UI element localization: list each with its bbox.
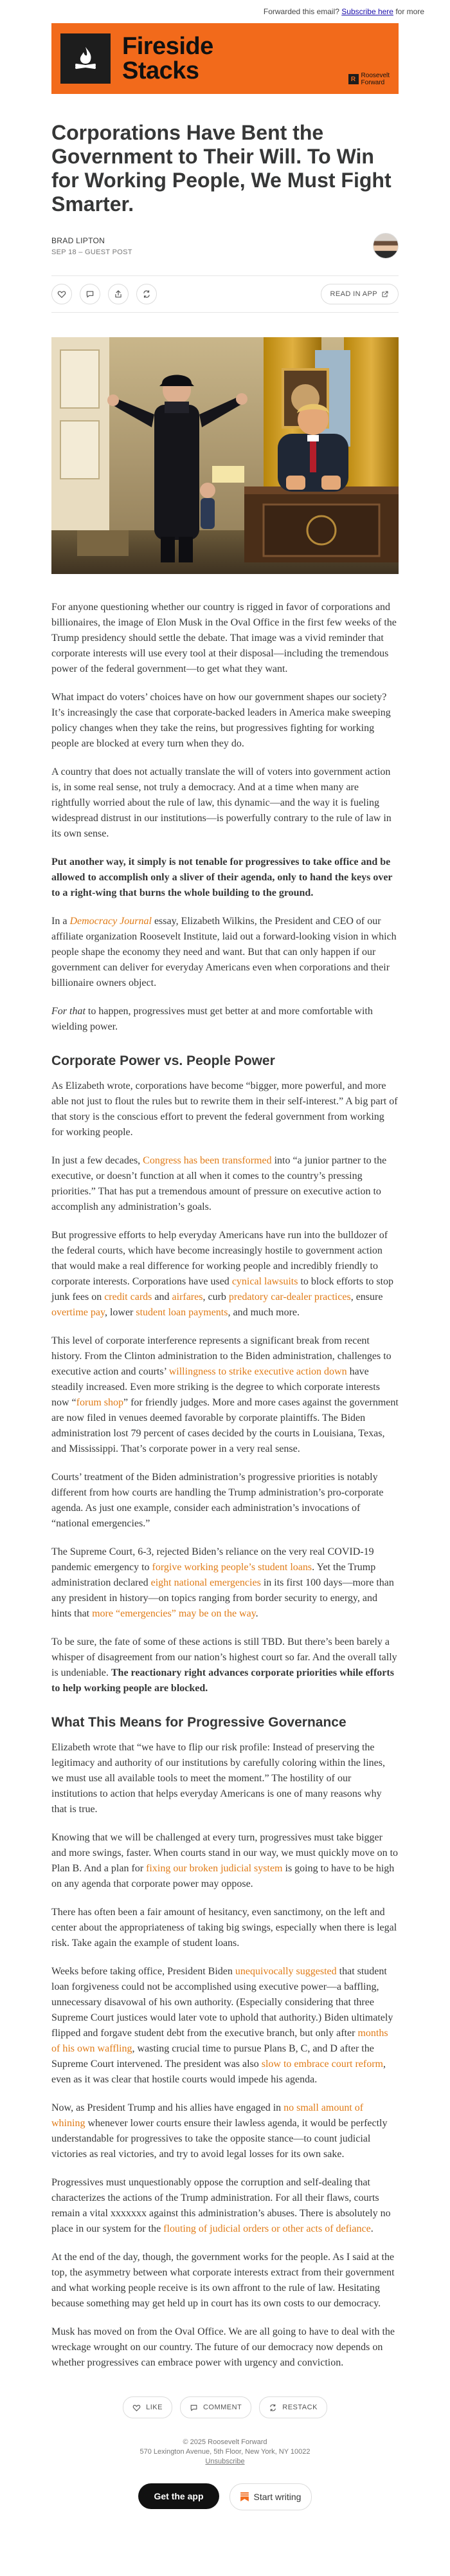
unsubscribe-link[interactable]: Unsubscribe [205,2458,245,2465]
preheader-suffix: for more [393,7,424,16]
text-span: Progressives must unquestionably oppose the corruption and self-dealing that characterizes the actions of the Trump administration. For all their flaws, courts remain a vital xxxxxxx against this administration’s abuses. There is absolutely no place in our system for the [51,2177,391,2234]
post-title[interactable]: Corporations Have Bent the Government to Their Will. To Win for Working People, We Must Fight Smarter. [51,121,392,216]
partner-line1: Roosevelt [361,72,390,79]
oval-office-photo [51,337,399,574]
text-span: This level of corporate interference represents a significant break from recent history. From the Clinton administration to the Biden administration, challenges to executive action and courts’ [51,1335,392,1377]
text-span: In just a few decades, [51,1155,143,1166]
paragraph: For anyone questioning whether our country is rigged in favor of corporations and billionaires, the image of Elon Musk in the Oval Office in the first few weeks of the Trump presidency should settle the debate. That image was a vivid reminder that corporate interests will use every tool at their disposal—including the tremendous power of the federal government—to get what they want. [51,602,397,674]
publication-title-line1: Fireside [122,33,213,60]
section-heading: What This Means for Progressive Governance [51,1715,346,1730]
substack-logo-icon [240,2492,249,2501]
text-span: essay, Elizabeth Wilkins, the President and CEO of our affiliate organization Roosevelt Institute, laid out a forward-looking vision in which people shape the economy they need and want. But that can only happen if our government can deliver for everyday Americans even when corporations and their billionaire owners object. [51,916,397,988]
restack-icon [142,290,151,299]
paragraph [51,2175,399,2237]
text-span: that student loan forgiveness could not be accomplished using executive power—a baffling, unnecessary disavowal of his own authority. (Especially considering that three Supreme Court justices would later vote to uphold that authority.) Biden ultimately flipped and forgave student debt from the executive branch, but only after [51,1966,393,2039]
post-actions-bar [51,275,399,313]
text-span: , even as it was clear that hostile courts would impede his agenda. [51,2059,386,2085]
inline-link[interactable]: credit cards [104,1292,152,1302]
paragraph [51,1153,399,1215]
bottom-actions-bar [51,2396,399,2418]
paragraph [51,1228,399,1320]
preheader-text: Forwarded this email? [263,7,342,16]
inline-link[interactable]: Democracy Journal [69,916,152,927]
text-span: whenever lower courts ensure their lawless agenda, it would be perfectly understandable for progressives to take the opposite stance—to count judicial victories as real victories, and try to avoid legal losses for its own sake. [51,2118,388,2160]
inline-link[interactable]: predatory car-dealer practices [228,1292,351,1302]
paragraph [51,914,399,991]
text-span: , curb [203,1292,229,1302]
subscribe-link[interactable]: Subscribe here [341,7,393,16]
publication-banner[interactable] [51,23,399,94]
text-span: To be sure, the fate of some of these actions is still TBD. But there’s been barely a whisper of disagreement from our nation’s highest court so far. And the overall tally is undeniable. [51,1636,397,1678]
bold-statement: Put another way, it simply is not tenable for progressives to take office and be allowed to accomplish only a sliver of their agenda, only to hand the keys over to a right-wing that burns the whole building to the ground. [51,857,393,898]
restack-button[interactable] [136,284,157,304]
text-span: is going to have to be high on any agenda that corporate power may oppose. [51,1863,395,1889]
inline-link[interactable]: more “emergencies” may be on the way [92,1608,256,1619]
paragraph: What impact do voters’ choices have on how our government shapes our society? It’s increasingly the case that corporate-backed leaders in America make sweeping policy changes when they take the reins, but progressives fighting for working people are blocked at every turn when they do. [51,692,391,749]
inline-link[interactable]: airfares [172,1292,203,1302]
paragraph: A country that does not actually translate the will of voters into government action is, in some real sense, not truly a democracy. And at a time when many are rightfully worried about the rule of law, this dynamic—and the way it is fueling widespread distrust in our institutions—is powerfully contrary to the rule of law in its own sense. [51,766,392,839]
text-span: , and much more. [228,1307,300,1318]
roosevelt-forward-logo-icon: R [348,74,359,84]
paragraph: Courts’ treatment of the Biden administration’s progressive priorities is notably different from how courts are handling the Trump administration’s pro-corporate agenda. As just one example, consider each administration’s invocations of “national emergencies.” [51,1472,384,1529]
campfire-icon [60,33,111,84]
cta-row [51,2483,399,2510]
text-span: Weeks before taking office, President Biden [51,1966,235,1977]
address-text: 570 Lexington Avenue, 5th Floor, New York, NY 10022 [140,2448,310,2456]
comment-button[interactable] [80,284,100,304]
copyright-text: © 2025 Roosevelt Forward [183,2438,267,2446]
author-name[interactable]: BRAD LIPTON [51,236,105,245]
comment-label: COMMENT [203,2404,242,2411]
read-in-app-label: READ IN APP [330,290,377,298]
start-writing-button[interactable] [230,2483,312,2510]
text-span: . Yet the Trump administration declared [51,1562,376,1588]
paragraph [51,1635,399,1696]
inline-link[interactable]: overtime pay [51,1307,105,1318]
text-span: , ensure [350,1292,383,1302]
inline-link[interactable]: flouting of judicial orders or other acts of defiance [163,2223,371,2234]
text-span: , wasting crucial time to pursue Plans B, C, and D after the Supreme Court intervened. The president was also [51,2043,374,2070]
hero-image[interactable] [51,337,399,574]
text-span: and [152,1292,172,1302]
byline [51,233,399,259]
inline-link[interactable]: forum shop [76,1397,123,1408]
inline-link[interactable]: eight national emergencies [150,1577,261,1588]
comment-button[interactable] [180,2396,251,2418]
partner-line2: Forward [361,79,385,86]
text-span: . [255,1608,258,1619]
like-label: LIKE [146,2404,163,2411]
section-heading: Corporate Power vs. People Power [51,1053,275,1068]
bold-statement: The reactionary right advances corporate priorities while efforts to help working people are blocked. [51,1667,394,1694]
paragraph [51,1830,399,1892]
paragraph: As Elizabeth wrote, corporations have become “bigger, more powerful, and more able not just to flout the rules but to rewrite them in their self-interest.” A big part of that story is the conscious effort to prevent the federal government from working for working people. [51,1080,398,1138]
like-button[interactable] [123,2396,172,2418]
paragraph: At the end of the day, though, the government works for the people. As I said at the top, the asymmetry between what corporate interests extract from their government and what working people receive is its own affront to the rule of law. Hesitating because something may get held up in court has its own costs to our democracy. [51,2252,395,2309]
text-span: The Supreme Court, 6-3, rejected Biden’s reliance on the very real COVID-19 pandemic emergency to [51,1546,374,1573]
inline-link[interactable]: cynical lawsuits [231,1276,298,1287]
inline-link[interactable]: Congress has been transformed [143,1155,272,1166]
comment-icon [190,2404,198,2412]
paragraph [51,1004,399,1035]
inline-link[interactable]: fixing our broken judicial system [146,1863,283,1874]
share-icon [114,290,123,299]
text-span: to block efforts to stop junk fees on [51,1276,394,1302]
inline-link[interactable]: student loan payments [136,1307,228,1318]
text-span: Now, as President Trump and his allies have engaged in [51,2102,284,2113]
text-span: in its first 100 days—more than any president in history—on topics ranging from border security to energy, and hints that [51,1577,394,1619]
roosevelt-forward-badge [348,72,390,86]
start-writing-label: Start writing [253,2492,302,2502]
paragraph [51,1964,399,2088]
paragraph [51,1333,399,1457]
publication-title [122,34,213,83]
author-avatar[interactable] [373,233,399,259]
external-link-icon [381,290,389,298]
inline-link[interactable]: months of his own waffling [51,2028,388,2054]
inline-link[interactable]: willingness to strike executive action down [168,1366,347,1377]
post-date: SEP 18 – GUEST POST [51,248,132,256]
restack-button[interactable] [259,2396,327,2418]
text-span: to happen, progressives must get better at and more comfortable with wielding power. [51,1006,373,1032]
like-button[interactable] [51,284,72,304]
article-body [51,600,399,2371]
text-span: But progressive efforts to help everyday Americans have run into the bulldozer of the federal courts, which have become increasingly hostile to government action that would make a real difference for working people and incredibly friendly to corporate interests. Corporations have used [51,1230,388,1287]
share-button[interactable] [108,284,129,304]
email-footer [51,2438,399,2467]
heart-icon [132,2404,141,2412]
paragraph: Musk has moved on from the Oval Office. We are all going to have to deal with the wreckage wrought on our country. The future of our democracy now depends on whether progressives can embrace power with urgency and conviction. [51,2326,395,2368]
preheader [0,0,450,23]
inline-link[interactable]: slow to embrace court reform [261,2059,383,2070]
paragraph: Elizabeth wrote that “we have to flip our risk profile: Instead of preserving the legitimacy and authority of our institutions by carefully coloring within the lines, we must use all available tools to meet the moment.” The hostility of our institutions to action that helps everyday Americans is one of many reasons why that is true. [51,1742,386,1815]
text-span: , lower [104,1307,136,1318]
inline-link[interactable]: no small amount of whining [51,2102,364,2129]
post-content [0,121,450,2510]
text-span: ” for friendly judges. More and more cases against the government are now filed in venues deemed favorable by corporate plaintiffs. The Biden administration lost 79 percent of cases decided by the courts in Louisiana, Texas, and Mississippi. That’s corporate power in a very real sense. [51,1397,399,1454]
publication-title-line2: Stacks [122,57,199,84]
paragraph [51,855,399,901]
paragraph: There has often been a fair amount of hesitancy, even sanctimony, on the left and center about the appropriateness of taking big swings, especially when there is legal risk. Take again the example of student loans. [51,1907,397,1949]
paragraph [51,2100,399,2162]
restack-icon [269,2404,277,2412]
text-span: have steadily increased. Even more striking is the degree to which corporate interests now “ [51,1366,380,1408]
comment-icon [86,290,94,299]
text-span: into “a junior partner to the executive, or doesn’t function at all when it comes to the country’s pressing priorities.” That has put a tremendous amount of pressure on executive action to accomplish any administration’s goals. [51,1155,387,1212]
inline-link[interactable]: forgive working people’s student loans [152,1562,312,1573]
emphasis-text: For that [51,1006,86,1017]
text-span: Knowing that we will be challenged at every turn, progressives must take bigger and more swings, faster. When courts stand in our way, we must quickly move on to Plan B. And a plan for [51,1832,399,1874]
inline-link[interactable]: unequivocally suggested [235,1966,337,1977]
get-app-button[interactable]: Get the app [138,2483,219,2509]
heart-icon [57,290,66,299]
restack-label: RESTACK [282,2404,318,2411]
text-span: In a [51,916,70,927]
text-span: . [370,2223,374,2234]
read-in-app-button[interactable] [321,284,399,304]
paragraph [51,1544,399,1622]
